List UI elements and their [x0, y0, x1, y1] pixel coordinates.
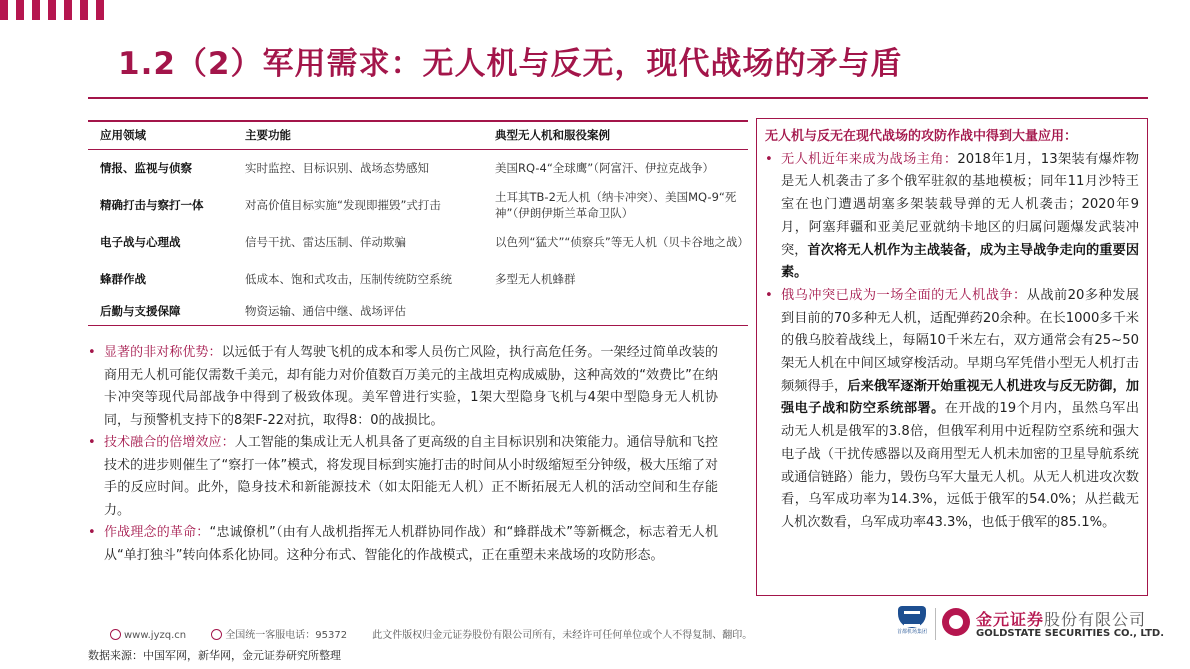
bullet-dot-icon: • — [88, 345, 96, 360]
brand-name-sub: 股份有限公司 — [1044, 610, 1147, 629]
bullet-lead: 无人机近年来成为战场主角： — [781, 151, 958, 167]
advantages-list — [88, 342, 718, 567]
panel-heading: 无人机与反无在现代战场的攻防作战中得到大量应用： — [765, 129, 1078, 144]
bullet-emphasis: 首次将无人机作为主战装备，成为主导战争走向的重要因素。 — [781, 242, 1140, 281]
table-cell-domain: 电子战与心理战 — [100, 234, 181, 249]
list-item — [88, 432, 718, 522]
table-cell-example: 以色列“猛犬”“侦察兵”等无人机（贝卡谷地之战） — [495, 234, 749, 249]
table-header: 主要功能 — [233, 121, 483, 149]
list-item — [88, 522, 718, 567]
table-row — [88, 186, 748, 223]
table-header-row — [88, 121, 748, 149]
table-cell-example: 多型无人机蜂群 — [495, 271, 576, 286]
partner-logo — [895, 606, 929, 635]
uav-application-table — [88, 120, 748, 326]
table-cell-domain: 后勤与支援保障 — [88, 297, 233, 325]
bullet-lead: 俄乌冲突已成为一场全面的无人机战争： — [781, 287, 1027, 303]
table-cell-example: 土耳其TB-2无人机（纳卡冲突）、美国MQ-9“死神”（伊朗伊斯兰革命卫队） — [495, 189, 737, 220]
brand-name-main: 金元证券 — [976, 610, 1045, 629]
table-cell-function: 低成本、饱和式攻击，压制传统防空系统 — [245, 271, 452, 286]
globe-icon — [110, 629, 121, 640]
table-cell-example: 美国RQ-4“全球鹰”（阿富汗、伊拉克战争） — [495, 160, 714, 175]
table-row — [88, 260, 748, 297]
bullet-dot-icon: • — [765, 287, 773, 303]
table-cell-domain: 情报、监视与侦察 — [100, 160, 192, 175]
table-row — [88, 149, 748, 186]
list-item — [88, 342, 718, 432]
battlefield-application-panel — [756, 118, 1148, 596]
bullet-lead: 技术融合的倍增效应： — [104, 435, 235, 450]
bullet-lead: 显著的非对称优势： — [104, 345, 222, 360]
bullet-dot-icon: • — [88, 435, 96, 450]
bullet-text: 2018年1月，13架装有爆炸物是无人机袭击了多个俄军驻叙的基地模板；同年11月沙特王室在也门遭遇胡塞多架装载导弹的无人机袭击；2020年9月，阿塞拜疆和亚美尼亚就纳卡地区的归属问题爆发武装冲突， — [781, 151, 1139, 258]
table-cell-domain: 蜂群作战 — [100, 271, 146, 286]
footer-copyright: 此文件版权归金元证券股份有限公司所有，未经许可任何单位或个人不得复制、翻印。 — [372, 630, 753, 641]
footer-hotline: 全国统一客服电话：95372 — [225, 630, 348, 641]
phone-icon — [211, 629, 222, 640]
shield-icon — [898, 606, 926, 628]
bullet-text: 人工智能的集成让无人机具备了更高级的自主目标识别和决策能力。通信导航和飞控技术的进步则催生了“察打一体”模式，将发现目标到实施打击的时间从小时级缩短至分钟级，极大压缩了对手的反应时间。此外，隐身技术和新能源技术（如太阳能无人机）正不断拓展无人机的活动空间和生存能力。 — [104, 435, 718, 518]
table-cell-function: 信号干扰、雷达压制、佯动欺骗 — [245, 234, 406, 249]
table-row — [88, 297, 748, 325]
footer-bar — [110, 626, 752, 641]
bullet-dot-icon: • — [765, 151, 773, 167]
bullet-text: 在开战的19个月内，虽然乌军出动无人机是俄军的3.8倍，但俄军利用中近程防空系统和强大电子战（干扰传感器以及商用型无人机未加密的卫星导航系统或通信链路）能力，毁伤乌军大量无人机。从无人机进攻次数看，乌军成功率为14.3%，远低于俄军的54.0%；从拦截无人机次数看，乌军成功率43.3%，也低于俄军的85.1%。 — [781, 401, 1140, 530]
decorative-stripes — [0, 0, 150, 20]
table-header: 典型无人机和服役案例 — [483, 121, 748, 149]
bullet-text: 以远低于有人驾驶飞机的成本和零人员伤亡风险，执行高危任务。一架经过简单改装的商用无人机可能仅需数千美元，却有能力对价值数百万美元的主战坦克构成威胁，这种高效的“效费比”在纳卡冲突等现代局部战争中得到了极致体现。美军曾进行实验，1架大型隐身飞机与4架中型隐身无人机协同，与预警机支持下的8架F-22对抗，取得8：0的战损比。 — [104, 345, 718, 428]
brand-name-en: GOLDSTATE SECURITIES CO., LTD. — [976, 628, 1165, 639]
data-source-note: 数据来源：中国军网，新华网，金元证券研究所整理 — [88, 649, 341, 662]
logo-divider — [935, 608, 936, 640]
table-cell-example — [483, 297, 748, 325]
page-title: 1.2（2）军用需求：无人机与反无，现代战场的矛与盾 — [118, 46, 903, 82]
table-row — [88, 223, 748, 260]
title-divider — [88, 97, 1148, 99]
bullet-text: “忠诚僚机”（由有人战机指挥无人机群协同作战）和“蜂群战术”等新概念，标志着无人机从“单打独斗”转向体系化协同。这种分布式、智能化的作战模式，正在重塑未来战场的攻防形态。 — [104, 525, 718, 563]
bullet-dot-icon: • — [88, 525, 96, 540]
table-cell-function: 实时监控、目标识别、战场态势感知 — [245, 160, 429, 175]
bullet-lead: 作战理念的革命： — [104, 525, 210, 540]
table-cell-function: 物资运输、通信中继、战场评估 — [233, 297, 483, 325]
brand-mark-icon — [942, 608, 970, 636]
partner-logo-text: 首都机场集团 — [896, 629, 927, 635]
bullet-emphasis: 后来俄军逐渐开始重视无人机进攻与反无防御，加强电子战和防空系统部署。 — [781, 378, 1140, 417]
table-cell-domain: 精确打击与察打一体 — [100, 197, 204, 212]
list-item — [765, 285, 1139, 535]
table-cell-function: 对高价值目标实施“发现即摧毁”式打击 — [245, 197, 441, 212]
brand-name-cn — [976, 607, 1146, 630]
table-header: 应用领域 — [88, 121, 233, 149]
bullet-text: 从战前20多种发展到目前的70多种无人机，适配弹药20余种。在长1000多千米的俄乌胶着战线上，每隔10千米左右，双方通常会有25~50架无人机在中间区域穿梭活动。早期乌军凭借小型无人机打击频频得手， — [781, 287, 1140, 394]
list-item — [765, 149, 1139, 285]
footer-website[interactable]: www.jyzq.cn — [124, 630, 187, 641]
